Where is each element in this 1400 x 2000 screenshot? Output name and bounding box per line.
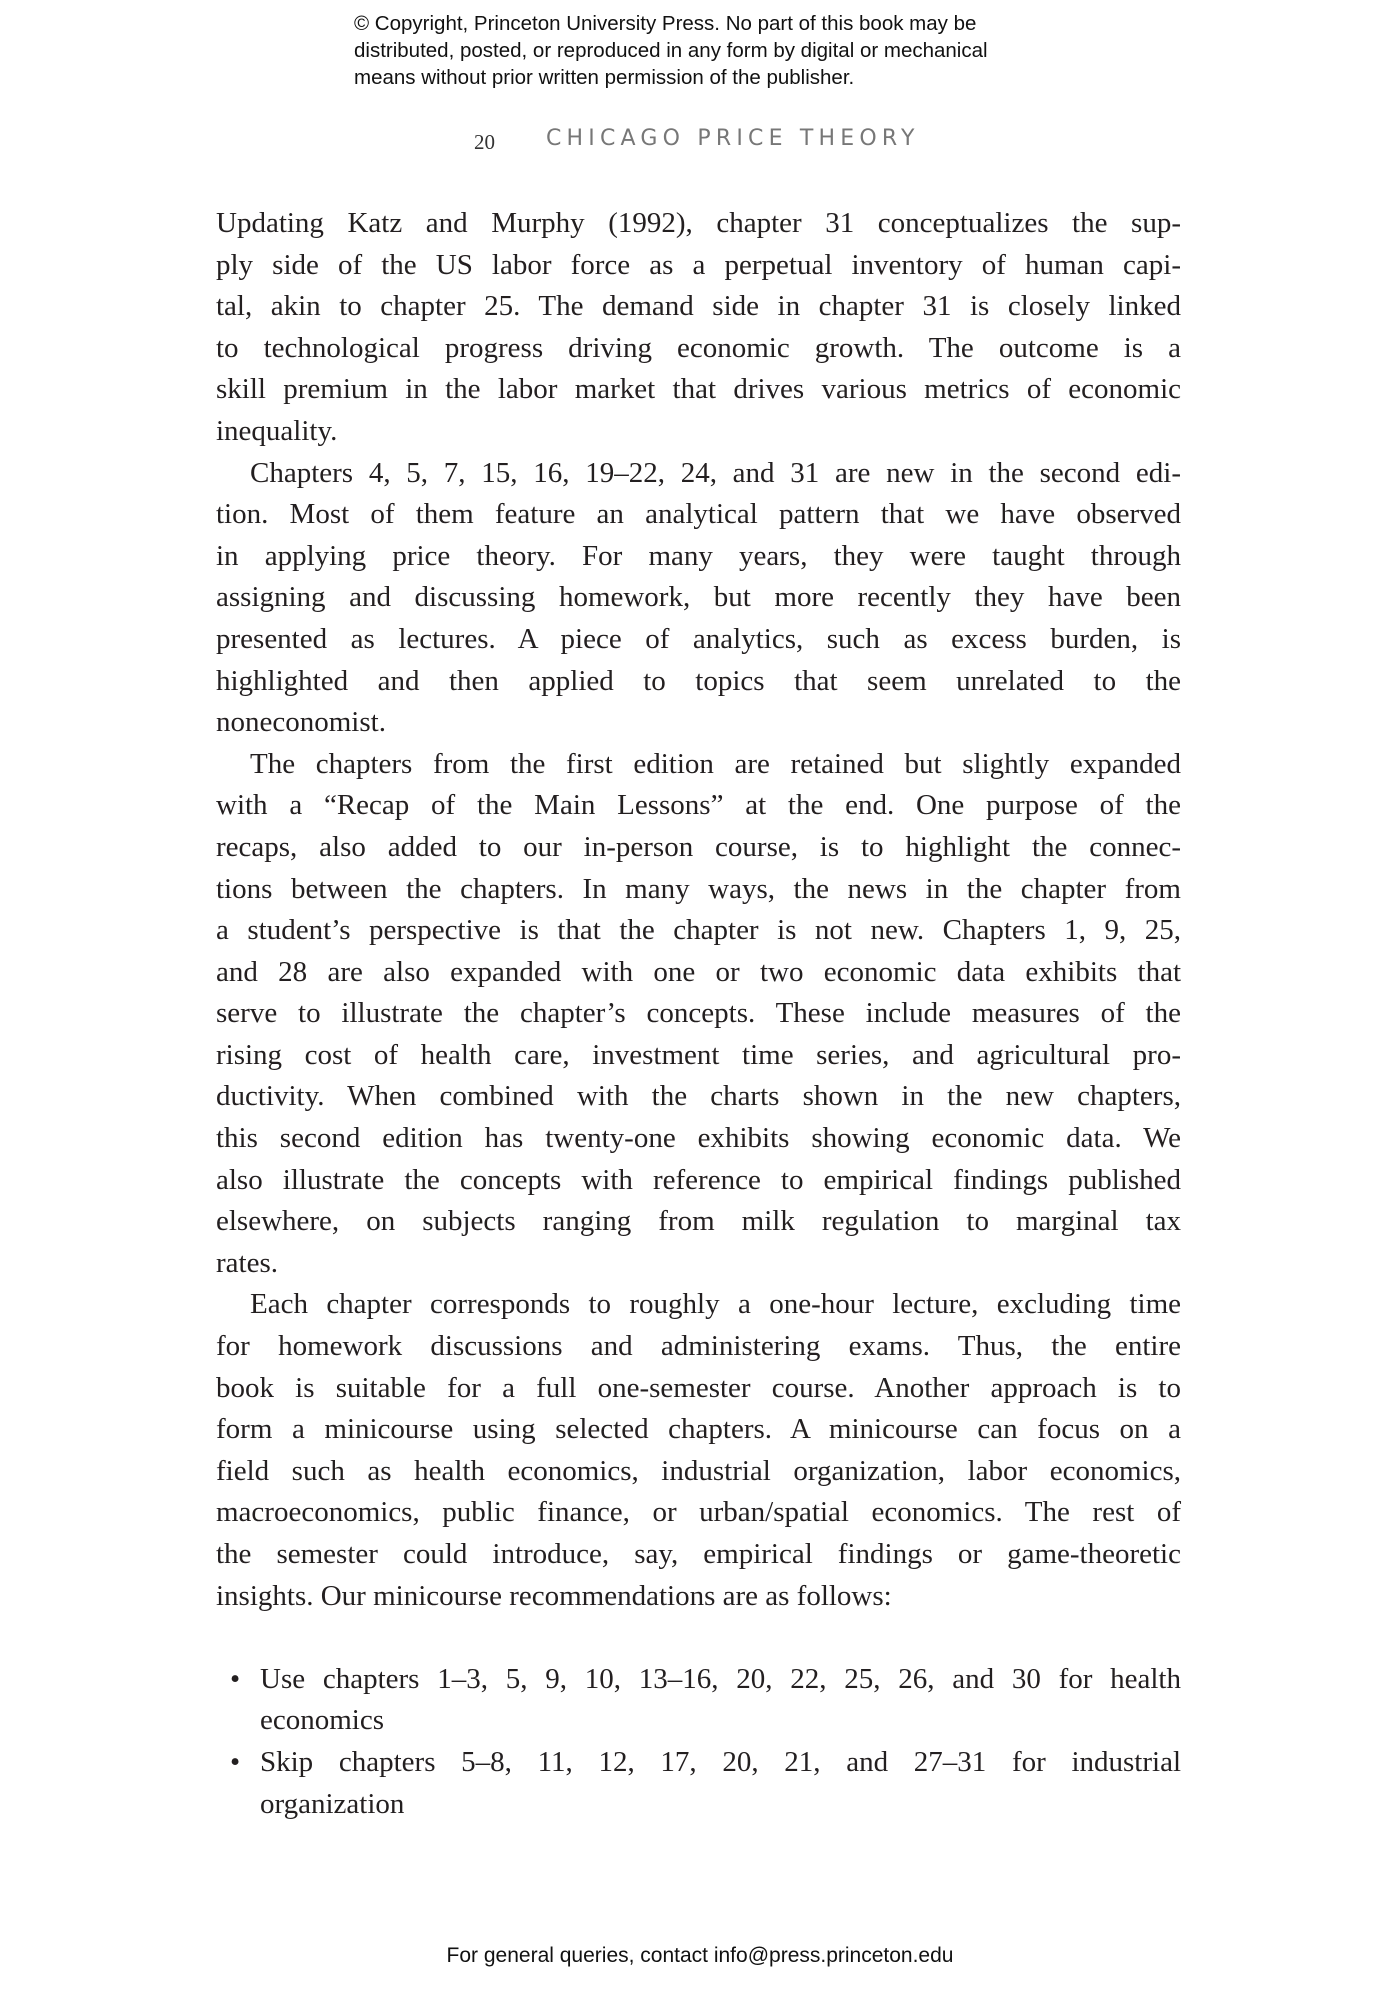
body-text xyxy=(216,203,1181,1825)
text-line: noneconomist. xyxy=(216,706,386,739)
bullet-icon: • xyxy=(230,1662,241,1695)
text-line: recaps, also added to our in-person course, is to highlight the connec- xyxy=(216,830,1181,863)
text-line: rates. xyxy=(216,1246,278,1279)
text-line: with a “Recap of the Main Lessons” at the end. One purpose of the xyxy=(216,789,1181,822)
text-line: Chapters 4, 5, 7, 15, 16, 19–22, 24, and 31 are new in the second edi- xyxy=(250,456,1181,489)
bullet-icon: • xyxy=(230,1745,241,1778)
text-line: Use chapters 1–3, 5, 9, 10, 13–16, 20, 22, 25, 26, and 30 for health xyxy=(260,1662,1181,1695)
text-line: field such as health economics, industrial organization, labor economics, xyxy=(216,1454,1181,1487)
text-line: insights. Our minicourse recommendations are as follows: xyxy=(216,1579,892,1612)
text-line: serve to illustrate the chapter’s concepts. These include measures of the xyxy=(216,997,1181,1030)
paragraph xyxy=(216,453,1181,744)
text-line: this second edition has twenty-one exhibits showing economic data. We xyxy=(216,1122,1181,1155)
copyright-line: distributed, posted, or reproduced in any form by digital or mechanical xyxy=(354,39,988,62)
copyright-line: means without prior written permission of the publisher. xyxy=(354,66,855,89)
text-line: tions between the chapters. In many ways, the news in the chapter from xyxy=(216,872,1181,905)
text-line: form a minicourse using selected chapters. A minicourse can focus on a xyxy=(216,1413,1181,1446)
text-line: to technological progress driving economic growth. The outcome is a xyxy=(216,331,1181,364)
text-line: a student’s perspective is that the chapter is not new. Chapters 1, 9, 25, xyxy=(216,914,1181,947)
text-line: Skip chapters 5–8, 11, 12, 17, 20, 21, and 27–31 for industrial xyxy=(260,1745,1181,1778)
text-line: tion. Most of them feature an analytical pattern that we have observed xyxy=(216,498,1181,531)
text-line: tal, akin to chapter 25. The demand side in chapter 31 is closely linked xyxy=(216,290,1181,323)
paragraph xyxy=(216,744,1181,1285)
text-line: highlighted and then applied to topics that seem unrelated to the xyxy=(216,664,1181,697)
text-line: in applying price theory. For many years, they were taught through xyxy=(216,539,1181,572)
text-line: Updating Katz and Murphy (1992), chapter 31 conceptualizes the sup- xyxy=(216,207,1181,239)
text-line: Each chapter corresponds to roughly a one-hour lecture, excluding time xyxy=(250,1288,1181,1321)
text-line: rising cost of health care, investment time series, and agricultural pro- xyxy=(216,1038,1181,1071)
text-line: elsewhere, on subjects ranging from milk regulation to marginal tax xyxy=(216,1205,1181,1238)
text-line: book is suitable for a full one-semester course. Another approach is to xyxy=(216,1371,1181,1404)
text-line: and 28 are also expanded with one or two economic data exhibits that xyxy=(216,955,1181,988)
text-line: The chapters from the first edition are retained but slightly expanded xyxy=(250,747,1181,780)
text-line: skill premium in the labor market that drives various metrics of economic xyxy=(216,373,1181,406)
copyright-notice xyxy=(354,10,988,91)
list-item xyxy=(216,1659,1181,1742)
list-item xyxy=(216,1742,1181,1825)
text-line: for homework discussions and administering exams. Thus, the entire xyxy=(216,1330,1181,1363)
text-line: economics xyxy=(260,1704,385,1737)
footer-contact: For general queries, contact info@press.princeton.edu xyxy=(446,1944,954,1967)
spacer xyxy=(216,1617,1181,1659)
text-line: assigning and discussing homework, but more recently they have been xyxy=(216,581,1181,614)
book-title: CHICAGO PRICE THEORY xyxy=(546,126,920,151)
copyright-line: © Copyright, Princeton University Press. No part of this book may be xyxy=(354,12,977,35)
running-head xyxy=(0,126,1400,158)
text-line: ductivity. When combined with the charts shown in the new chapters, xyxy=(216,1080,1181,1113)
text-line: the semester could introduce, say, empirical findings or game-theoretic xyxy=(216,1538,1181,1570)
paragraph xyxy=(216,1284,1181,1617)
text-line: organization xyxy=(260,1787,405,1820)
text-line: also illustrate the concepts with reference to empirical findings published xyxy=(216,1163,1181,1196)
text-line: presented as lectures. A piece of analytics, such as excess burden, is xyxy=(216,622,1181,655)
page-number: 20 xyxy=(474,130,495,154)
text-line: ply side of the US labor force as a perpetual inventory of human capi- xyxy=(216,248,1181,281)
text-line: macroeconomics, public finance, or urban/spatial economics. The rest of xyxy=(216,1496,1181,1529)
paragraph xyxy=(216,203,1181,453)
text-line: inequality. xyxy=(216,414,338,447)
